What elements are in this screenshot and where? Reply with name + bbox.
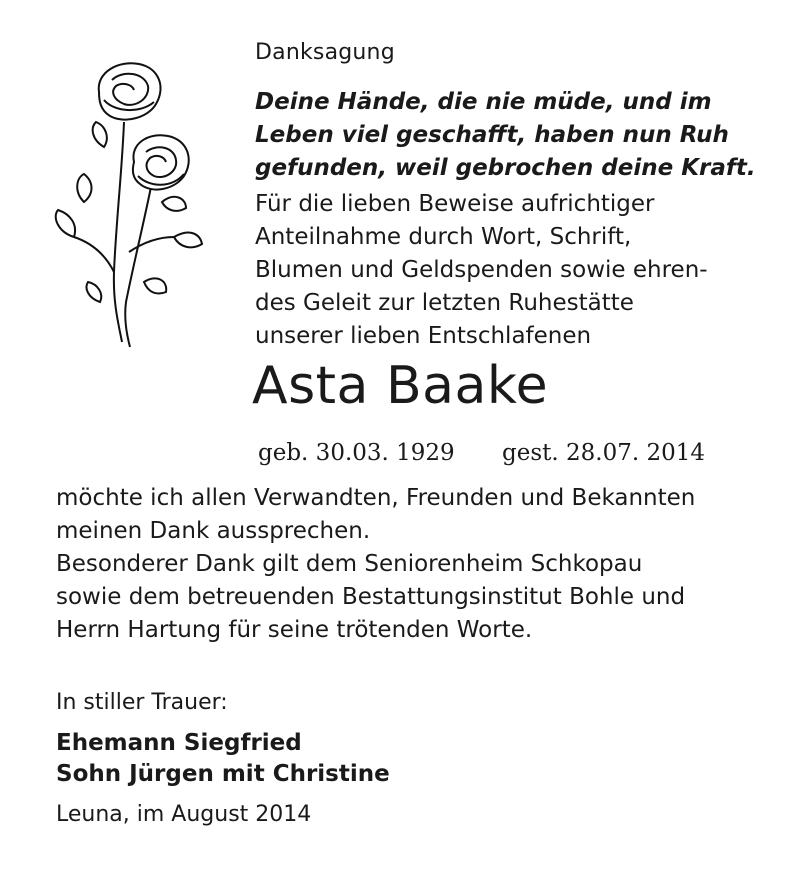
- rose-illustration-icon: [44, 52, 224, 352]
- notice-heading: Danksagung: [255, 40, 395, 65]
- intro-line: des Geleit zur letzten Ruhestätte: [255, 290, 634, 316]
- family-member: Sohn Jürgen mit Christine: [56, 761, 390, 787]
- intro-line: Für die lieben Beweise aufrichtiger: [255, 191, 655, 217]
- body-line: Besonderer Dank gilt dem Seniorenheim Schkopau: [56, 551, 643, 577]
- intro-line: unserer lieben Entschlafenen: [255, 323, 592, 349]
- verse-line: Leben viel geschafft, haben nun Ruh: [255, 122, 729, 148]
- verse-line: gefunden, weil gebrochen deine Kraft.: [255, 155, 756, 181]
- body-line: sowie dem betreuenden Bestattungsinstitut Bohle und: [56, 584, 686, 610]
- family-signatures: [56, 728, 390, 790]
- body-line: Herrn Hartung für seine trötenden Worte.: [56, 617, 533, 643]
- place-date: Leuna, im August 2014: [56, 802, 312, 827]
- family-member: Ehemann Siegfried: [56, 730, 302, 756]
- memorial-verse: [255, 86, 756, 185]
- deceased-name: Asta Baake: [252, 356, 549, 416]
- intro-line: Blumen und Geldspenden sowie ehren-: [255, 257, 708, 283]
- birth-date: geb. 30.03. 1929: [258, 440, 455, 466]
- intro-text: [255, 188, 708, 353]
- thanks-body: [56, 482, 776, 647]
- mourning-label: In stiller Trauer:: [56, 690, 228, 715]
- intro-line: Anteilnahme durch Wort, Schrift,: [255, 224, 632, 250]
- death-date: gest. 28.07. 2014: [502, 440, 706, 466]
- verse-line: Deine Hände, die nie müde, und im: [255, 89, 712, 115]
- body-line: möchte ich allen Verwandten, Freunden und Bekannten: [56, 485, 696, 511]
- life-dates: [258, 440, 705, 466]
- body-line: meinen Dank aussprechen.: [56, 518, 371, 544]
